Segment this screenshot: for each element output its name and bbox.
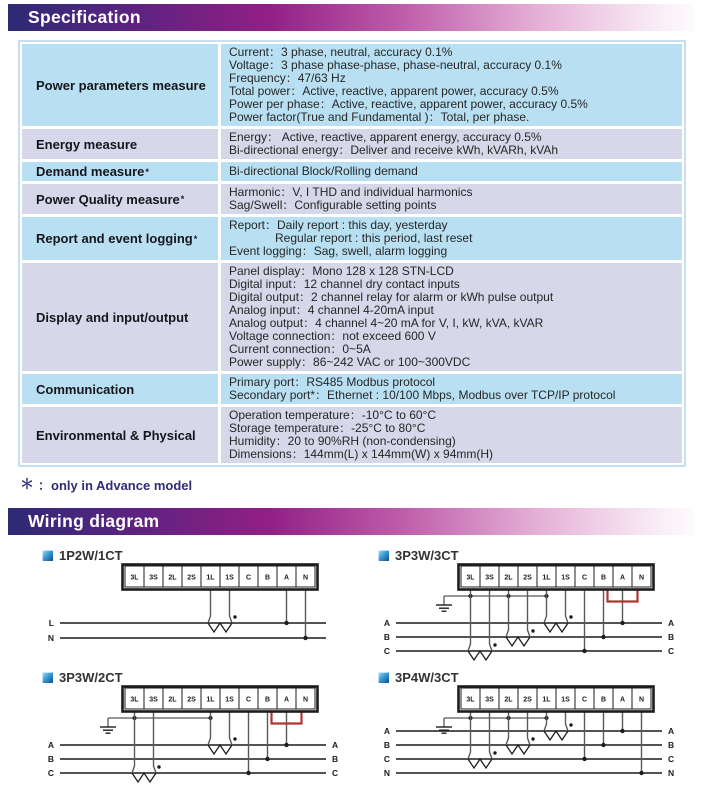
spec-row-label: Communication [22, 374, 218, 404]
spec-value-line: Panel display：Mono 128 x 128 STN-LCD [229, 264, 454, 278]
junction-dot [639, 771, 643, 775]
terminal-label: C [581, 696, 588, 704]
phase-label-left: B [383, 632, 390, 642]
spec-row-value [221, 162, 682, 181]
ct-symbol [208, 590, 237, 633]
phase-label-right: C [668, 754, 675, 764]
phase-label-left: A [383, 618, 390, 628]
spec-value-line: Digital output：2 channel relay for alarm or kWh pulse output [229, 290, 554, 304]
footnote-text: ：only in Advance model [38, 477, 193, 493]
phase-label-left: N [383, 768, 390, 778]
junction-dot [582, 757, 586, 761]
terminal-label: 2L [168, 696, 177, 704]
wiring-title: Wiring diagram [28, 511, 160, 531]
wiring-diagram-cell-3p3w-3ct [366, 547, 702, 663]
voltage-tap [303, 590, 307, 641]
phase-label-left: B [47, 754, 54, 764]
terminal-label: 3L [130, 574, 139, 582]
wiring-diagram-cell-3p3w-2ct [30, 669, 366, 785]
ct-polarity-dot [233, 615, 236, 618]
advance-model-footnote [20, 474, 702, 494]
junction-dot [246, 771, 250, 775]
spec-value-line: Analog output：4 channel 4~20 mA for V, I, kW, kVA, kVAR [229, 316, 544, 330]
spec-value-line: Voltage connection：not exceed 600 V [229, 329, 436, 343]
spec-value-line: Bi-directional Block/Rolling demand [229, 164, 418, 178]
terminal-label: 1S [561, 574, 570, 582]
voltage-tap [582, 712, 586, 762]
terminal-label: 2S [187, 696, 196, 704]
diagram-title: 3P4W/3CT [395, 669, 459, 685]
phase-label-right: A [668, 726, 675, 736]
phase-label-right: C [332, 768, 339, 778]
terminal-label: A [283, 574, 290, 582]
bullet-cube-icon [378, 550, 389, 561]
spec-row [22, 129, 682, 159]
spec-value-line: Frequency：47/63 Hz [229, 71, 346, 85]
terminal-label: 3S [485, 574, 494, 582]
terminal-label: N [302, 696, 309, 704]
terminal-label: 1L [542, 696, 551, 704]
specification-table [18, 40, 686, 467]
ct-polarity-dot [569, 615, 572, 618]
terminal-label: B [264, 574, 271, 582]
spec-value-line: Event logging：Sag, swell, alarm logging [229, 244, 448, 258]
spec-row [22, 184, 682, 214]
junction-dot [601, 635, 605, 639]
ct-polarity-dot [569, 723, 572, 726]
wiring-diagram-3p3w-2ct [30, 685, 366, 785]
spec-value-line: Report：Daily report : this day, yesterday [229, 218, 448, 232]
phase-label-right: N [668, 768, 675, 778]
junction-dot [265, 757, 269, 761]
voltage-tap [246, 712, 250, 776]
phase-label-right: B [668, 740, 675, 750]
voltage-tap [265, 712, 269, 762]
spec-row-value [221, 217, 682, 260]
phase-label-right: B [332, 754, 339, 764]
ground-symbol [100, 716, 213, 733]
specification-title: Specification [28, 7, 141, 27]
spec-row-label: Power Quality measure * [22, 184, 218, 214]
terminal-label: 2S [523, 574, 532, 582]
phase-label-left: A [383, 726, 390, 736]
phase-label-left: N [47, 633, 54, 643]
terminal-label: 1S [225, 696, 234, 704]
spec-value-line: Secondary port*：Ethernet : 10/100 Mbps, Modbus over TCP/IP protocol [229, 388, 616, 402]
spec-row-label: Energy measure [22, 129, 218, 159]
spec-row [22, 162, 682, 181]
diagram-title-row [42, 669, 366, 685]
phase-label-left: A [47, 740, 54, 750]
junction-dot [284, 621, 288, 625]
spec-row-value [221, 263, 682, 371]
terminal-label: 3S [149, 574, 158, 582]
junction-dot [620, 729, 624, 733]
terminal-label: 1L [206, 574, 215, 582]
wiring-section-header [8, 508, 694, 535]
phase-label-left: B [383, 740, 390, 750]
spec-value-line: Primary port：RS485 Modbus protocol [229, 375, 436, 389]
specification-section-header [8, 4, 694, 31]
terminal-label: C [245, 574, 252, 582]
spec-value-line: Operation temperature：-10°C to 60°C [229, 408, 437, 422]
spec-value-line: Regular report : this period, last reset [275, 231, 473, 245]
bullet-cube-icon [378, 672, 389, 683]
spec-row-value [221, 44, 682, 126]
junction-dot [303, 636, 307, 640]
spec-row-value [221, 407, 682, 463]
ct-polarity-dot [493, 643, 496, 646]
spec-row-value [221, 184, 682, 214]
terminal-label: C [581, 574, 588, 582]
voltage-tap [620, 590, 624, 626]
terminal-block [459, 565, 654, 590]
terminal-label: A [619, 574, 626, 582]
spec-row-label: Report and event logging * [22, 217, 218, 260]
voltage-tap [620, 712, 624, 734]
terminal-label: 1S [225, 574, 234, 582]
junction-dot [284, 743, 288, 747]
wiring-diagram-1p2w-1ct [30, 563, 366, 663]
ct-symbol [468, 590, 497, 661]
terminal-label: 1S [561, 696, 570, 704]
spec-value-line: Digital input：12 channel dry contact inputs [229, 277, 460, 291]
bullet-cube-icon [42, 550, 53, 561]
spec-row-label: Environmental & Physical [22, 407, 218, 463]
ct-polarity-dot [493, 751, 496, 754]
wiring-diagram-grid [30, 547, 702, 785]
spec-row-value [221, 374, 682, 404]
spec-value-line: Storage temperature：-25°C to 80°C [229, 421, 426, 435]
terminal-label: 3L [466, 574, 475, 582]
bullet-cube-icon [42, 672, 53, 683]
diagram-title: 3P3W/3CT [395, 547, 459, 563]
terminal-block [123, 687, 318, 712]
junction-dot [582, 649, 586, 653]
ct-polarity-dot [531, 629, 534, 632]
terminal-label: N [302, 574, 309, 582]
wiring-diagram-cell-1p2w-1ct [30, 547, 366, 663]
spec-value-line: Voltage：3 phase phase-phase, phase-neutral, accuracy 0.1% [229, 58, 562, 72]
spec-value-line: Analog input：4 channel 4-20mA input [229, 303, 434, 317]
terminal-label: 3L [466, 696, 475, 704]
terminal-label: A [283, 696, 290, 704]
diagram-title-row [378, 547, 702, 563]
spec-row-label: Power parameters measure [22, 44, 218, 126]
phase-label-left: C [383, 646, 390, 656]
diagram-title-row [378, 669, 702, 685]
ct-polarity-dot [531, 737, 534, 740]
voltage-tap [284, 590, 288, 626]
junction-dot [620, 621, 624, 625]
diagram-title: 3P3W/2CT [59, 669, 123, 685]
voltage-tap [601, 712, 605, 748]
spec-value-line: Sag/Swell：Configurable setting points [229, 198, 437, 212]
datasheet-page [0, 4, 702, 785]
phase-label-left: C [47, 768, 54, 778]
diagram-title: 1P2W/1CT [59, 547, 123, 563]
terminal-label: 3S [149, 696, 158, 704]
voltage-tap [582, 590, 586, 654]
spec-value-line: Current：3 phase, neutral, accuracy 0.1% [229, 45, 453, 59]
phase-label-right: A [668, 618, 675, 628]
terminal-label: A [619, 696, 626, 704]
terminal-label: C [245, 696, 252, 704]
terminal-label: 2L [504, 696, 513, 704]
terminal-label: 3L [130, 696, 139, 704]
terminal-label: 1L [542, 574, 551, 582]
asterisk-icon: ＊ [20, 476, 34, 492]
spec-row [22, 217, 682, 260]
spec-value-line: Power factor(True and Fundamental )：Total, per phase. [229, 110, 530, 124]
spec-value-line: Dimensions：144mm(L) x 144mm(W) x 94mm(H) [229, 447, 494, 461]
ct-symbol [132, 712, 161, 783]
terminal-label: N [638, 574, 645, 582]
wiring-diagram-3p3w-3ct [366, 563, 702, 663]
spec-row [22, 44, 682, 126]
voltage-tap [284, 712, 288, 748]
wiring-diagram-3p4w-3ct [366, 685, 702, 785]
spec-row [22, 263, 682, 371]
phase-label-right: C [668, 646, 675, 656]
spec-row-value [221, 129, 682, 159]
spec-value-line: Energy： Active, reactive, apparent energy, accuracy 0.5% [229, 130, 542, 144]
spec-row [22, 407, 682, 463]
terminal-label: 2S [187, 574, 196, 582]
ct-symbol [544, 712, 573, 741]
terminal-label: 2L [168, 574, 177, 582]
junction-dot [601, 743, 605, 747]
spec-value-line: Harmonic：V, I THD and individual harmonics [229, 185, 473, 199]
spec-row-label: Display and input/output [22, 263, 218, 371]
spec-row [22, 374, 682, 404]
spec-value-line: Power supply：86~242 VAC or 100~300VDC [229, 355, 471, 369]
ct-polarity-dot [157, 765, 160, 768]
terminal-label: B [264, 696, 271, 704]
ground-symbol [436, 594, 549, 611]
terminal-label: 2L [504, 574, 513, 582]
voltage-tap [601, 590, 605, 640]
spec-value-line: Humidity：20 to 90%RH (non-condensing) [229, 434, 456, 448]
ct-polarity-dot [233, 737, 236, 740]
terminal-label: 1L [206, 696, 215, 704]
wiring-diagram-cell-3p4w-3ct [366, 669, 702, 785]
terminal-label: N [638, 696, 645, 704]
spec-value-line: Bi-directional energy：Deliver and receive kWh, kVARh, kVAh [229, 143, 559, 157]
phase-label-right: A [332, 740, 339, 750]
phase-label-right: B [668, 632, 675, 642]
terminal-block [459, 687, 654, 712]
terminal-label: B [600, 696, 607, 704]
terminal-label: 3S [485, 696, 494, 704]
spec-value-line: Power per phase：Active, reactive, apparent power, accuracy 0.5% [229, 97, 588, 111]
diagram-title-row [42, 547, 366, 563]
terminal-label: 2S [523, 696, 532, 704]
terminal-label: B [600, 574, 607, 582]
spec-row-label: Demand measure * [22, 162, 218, 181]
spec-value-line: Total power：Active, reactive, apparent power, accuracy 0.5% [229, 84, 559, 98]
phase-label-left: L [48, 618, 54, 628]
spec-value-line: Current connection：0~5A [229, 342, 371, 356]
phase-label-left: C [383, 754, 390, 764]
voltage-tap [639, 712, 643, 776]
terminal-block [123, 565, 318, 590]
